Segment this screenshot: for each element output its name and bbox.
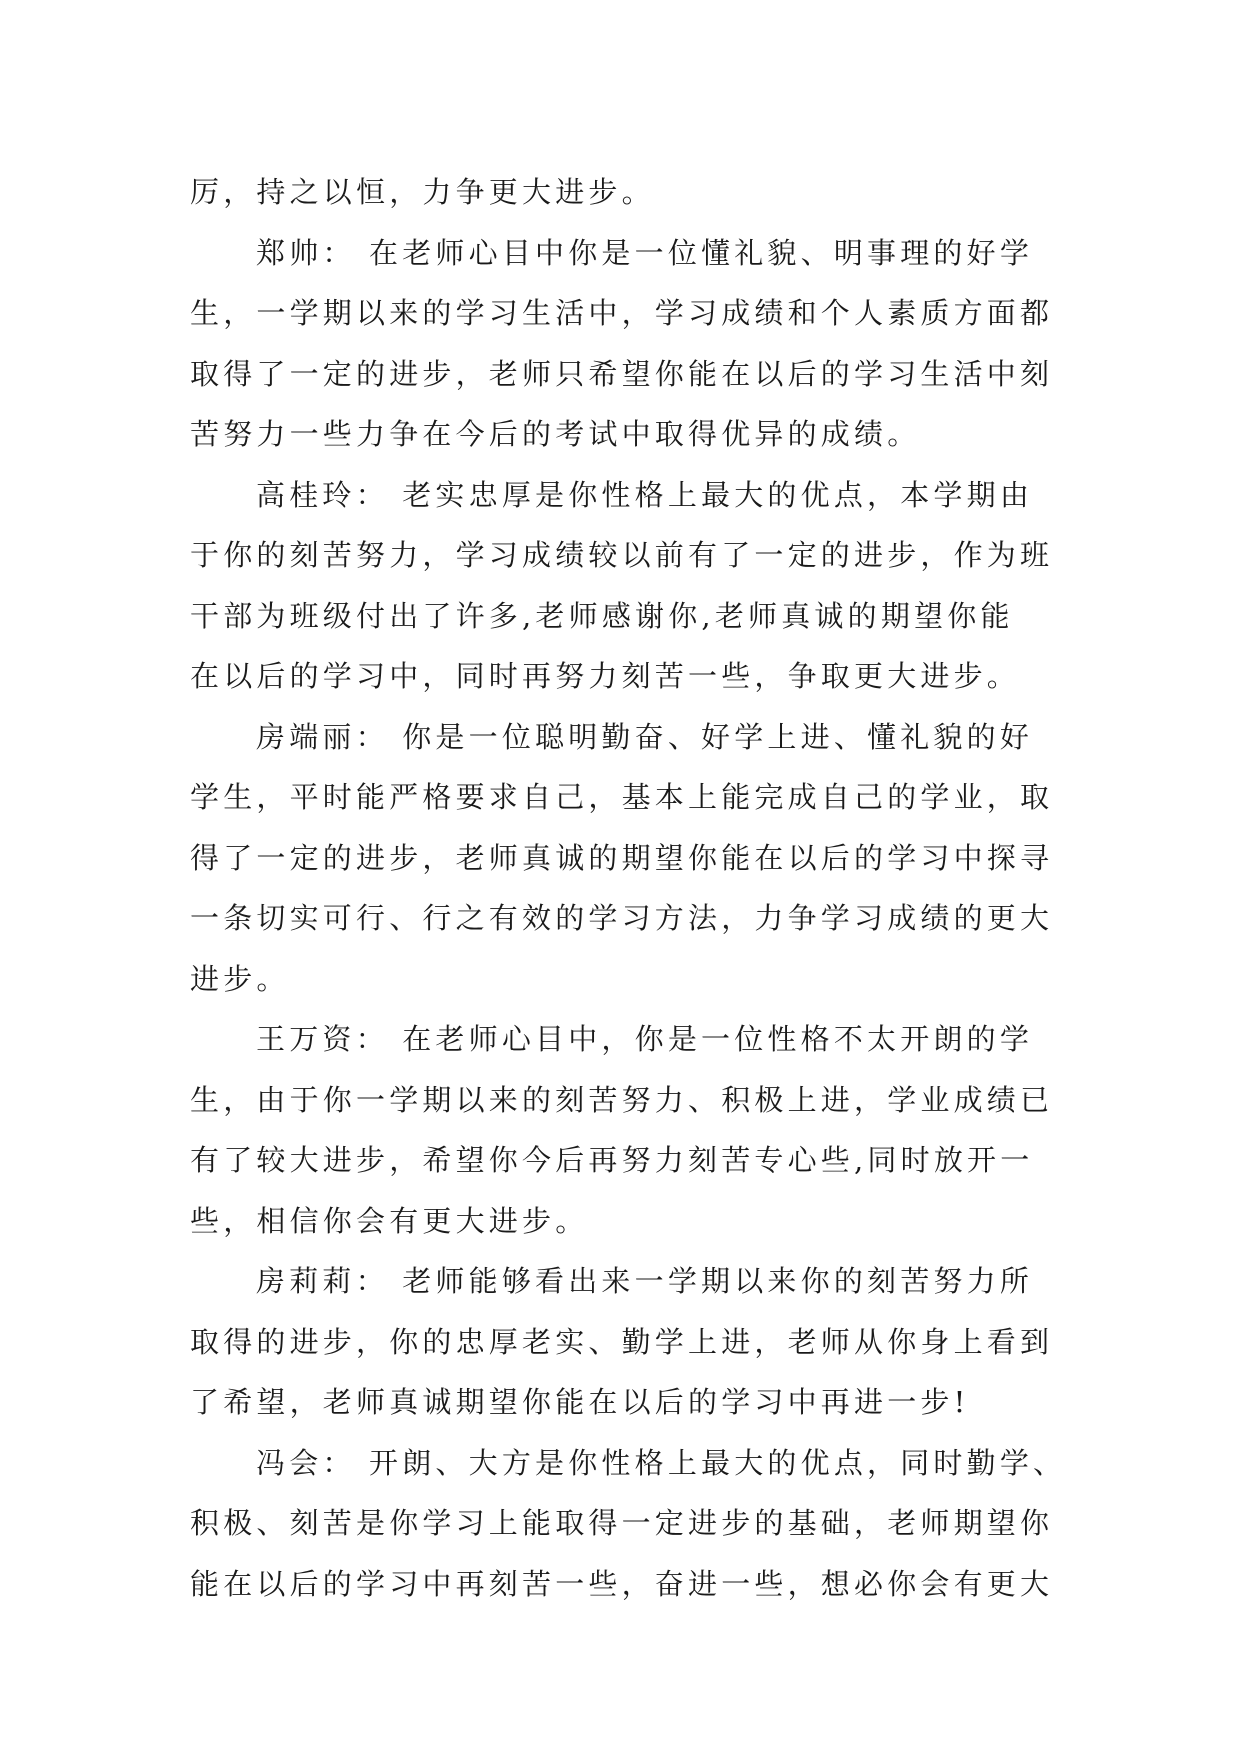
- paragraph-line: 生，由于你一学期以来的刻苦努力、积极上进，学业成绩已: [190, 1082, 1054, 1117]
- comment-text-block: [190, 162, 1067, 1614]
- paragraph-line: 于你的刻苦努力，学习成绩较以前有了一定的进步，作为班: [190, 538, 1054, 572]
- paragraph-first-line: 房端丽： 你是一位聪明勤奋、好学上进、懂礼貌的好: [256, 719, 1034, 754]
- paragraph-line: 一条切实可行、行之有效的学习方法，力争学习成绩的更大: [190, 901, 1054, 935]
- paragraph-first-line: 王万资： 在老师心目中，你是一位性格不太开朗的学: [256, 1022, 1034, 1056]
- paragraph-line: 了希望，老师真诚期望你能在以后的学习中再进一步!: [190, 1385, 970, 1419]
- paragraph-line: 取得的进步，你的忠厚老实、勤学上进，老师从你身上看到: [190, 1324, 1054, 1359]
- paragraph-line: 有了较大进步，希望你今后再努力刻苦专心些,同时放开一: [190, 1143, 1034, 1177]
- paragraph-line: 生，一学期以来的学习生活中，学习成绩和个人素质方面都: [190, 296, 1054, 330]
- paragraph-line: 积极、刻苦是你学习上能取得一定进步的基础，老师期望你: [190, 1506, 1054, 1540]
- paragraph-line: 些，相信你会有更大进步。: [190, 1203, 589, 1238]
- paragraph-line: 能在以后的学习中再刻苦一些，奋进一些，想必你会有更大: [190, 1566, 1054, 1601]
- paragraph-line: 得了一定的进步，老师真诚的期望你能在以后的学习中探寻: [190, 840, 1054, 875]
- paragraph-line: 在以后的学习中，同时再努力刻苦一些，争取更大进步。: [190, 659, 1021, 693]
- paragraph-line: 取得了一定的进步，老师只希望你能在以后的学习生活中刻: [190, 356, 1054, 391]
- paragraph-line: 厉，持之以恒，力争更大进步。: [190, 175, 655, 209]
- paragraph-line: 学生，平时能严格要求自己，基本上能完成自己的学业，取: [190, 780, 1054, 814]
- paragraph-first-line: 郑帅： 在老师心目中你是一位懂礼貌、明事理的好学: [256, 235, 1034, 270]
- paragraph-line: 干部为班级付出了许多,老师感谢你,老师真诚的期望你能: [190, 598, 1014, 633]
- paragraph-first-line: 高桂玲： 老实忠厚是你性格上最大的优点，本学期由: [256, 477, 1034, 512]
- paragraph-first-line: 冯会： 开朗、大方是你性格上最大的优点，同时勤学、: [256, 1445, 1067, 1480]
- paragraph-line: 进步。: [190, 961, 290, 996]
- paragraph-line: 苦努力一些力争在今后的考试中取得优异的成绩。: [190, 417, 921, 451]
- paragraph-first-line: 房莉莉： 老师能够看出来一学期以来你的刻苦努力所: [256, 1264, 1034, 1298]
